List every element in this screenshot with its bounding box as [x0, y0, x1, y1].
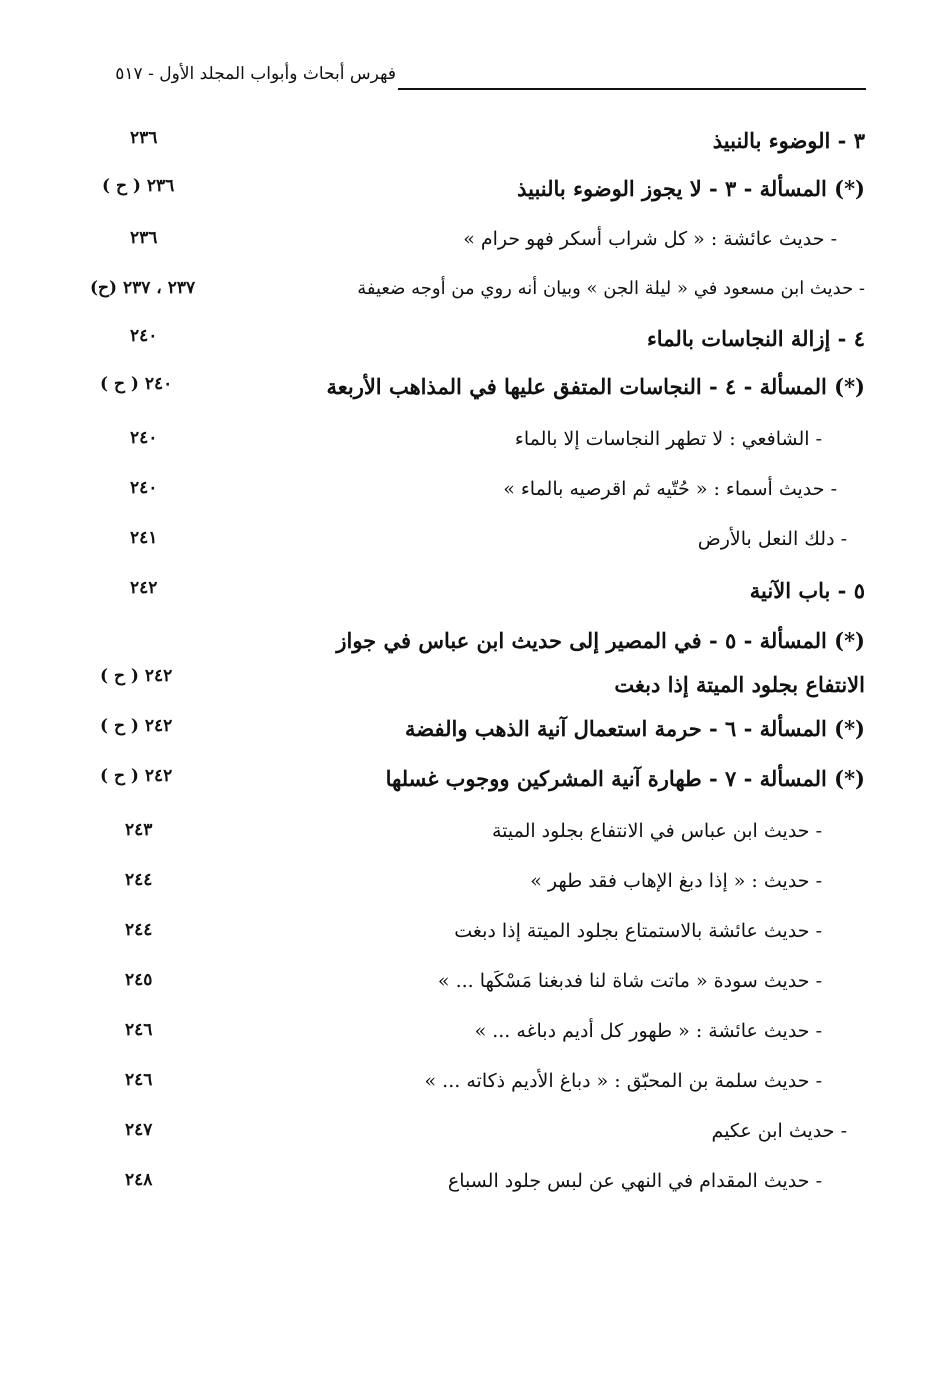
entry-page: ٢٤٢ ( ح ) [100, 666, 173, 686]
page-header [100, 62, 866, 90]
entry-page: ٢٤٠ [130, 428, 158, 448]
entry-title: - حديث ابن مسعود في « ليلة الجن » وبيان أنه روي من أوجه ضعيفة [357, 278, 865, 299]
entry-title: (*) المسألة - ٤ - النجاسات المتفق عليها في المذاهب الأربعة [326, 374, 865, 399]
entry-page: ٢٤٨ [125, 1170, 153, 1190]
entry-page: ٢٤٢ [130, 578, 158, 598]
entry-page: ٢٤٠ [130, 478, 158, 498]
entry-page: ٢٤٢ ( ح ) [100, 716, 173, 736]
entry-page: ٢٤٤ [125, 870, 153, 890]
entry-title: - حديث ابن عكيم [711, 1120, 847, 1142]
entry-title: - حديث عائشة : « طهور كل أديم دباغه ... » [474, 1020, 822, 1042]
entry-page: ٢٤٦ [125, 1070, 153, 1090]
entry-title: - حديث سودة « ماتت شاة لنا فدبغنا مَسْكَها ... » [437, 970, 822, 992]
entry-page: ٢٤٤ [125, 920, 153, 940]
entry-title: - حديث عائشة بالاستمتاع بجلود الميتة إذا دبغت [454, 920, 822, 942]
entry-page: ٢٤٧ [125, 1120, 153, 1140]
entry-title: - حديث عائشة : « كل شراب أسكر فهو حرام » [463, 228, 837, 250]
entry-title-continued: الانتفاع بجلود الميتة إذا دبغت [614, 672, 865, 697]
entry-page: ٢٣٦ ( ح ) [102, 176, 175, 196]
entry-page: ٢٣٦ [130, 128, 158, 148]
entry-title: (*) المسألة - ٦ - حرمة استعمال آنية الذهب والفضة [405, 716, 865, 741]
entry-title: - حديث المقدام في النهي عن لبس جلود السباع [447, 1170, 822, 1192]
entry-page: ٢٤٢ ( ح ) [100, 766, 173, 786]
entry-title: - الشافعي : لا تطهر النجاسات إلا بالماء [514, 428, 822, 450]
entry-page: ٢٤٠ ( ح ) [100, 374, 173, 394]
entry-title: - حديث أسماء : « حُتّيه ثم اقرصيه بالماء » [503, 478, 837, 500]
entry-title: - دلك النعل بالأرض [697, 528, 847, 550]
entry-title: (*) المسألة - ٣ - لا يجوز الوضوء بالنبيذ [517, 176, 865, 201]
entry-page: ٢٣٧ ، ٢٣٧ (ح) [90, 278, 196, 298]
entry-page: ٢٤٥ [125, 970, 153, 990]
entry-title: - حديث سلمة بن المحبّق : « دباغ الأديم ذكاته ... » [424, 1070, 822, 1092]
header-rule [398, 88, 866, 90]
entry-page: ٢٤١ [130, 528, 158, 548]
entry-page: ٢٤٦ [125, 1020, 153, 1040]
entry-title: ٣ - الوضوء بالنبيذ [712, 128, 865, 153]
entry-title: - حديث : « إذا دبغ الإهاب فقد طهر » [530, 870, 822, 892]
entry-page: ٢٤٠ [130, 326, 158, 346]
entry-title: - حديث ابن عباس في الانتفاع بجلود الميتة [491, 820, 822, 842]
entry-page: ٢٤٣ [125, 820, 153, 840]
entry-title: (*) المسألة - ٥ - في المصير إلى حديث ابن عباس في جواز [336, 628, 865, 653]
entry-title: (*) المسألة - ٧ - طهارة آنية المشركين ووجوب غسلها [385, 766, 865, 791]
running-header-title: فهرس أبحاث وأبواب المجلد الأول - ٥١٧ [115, 64, 396, 84]
entry-title: ٥ - باب الآنية [749, 578, 865, 603]
entry-title: ٤ - إزالة النجاسات بالماء [646, 326, 865, 351]
entry-page: ٢٣٦ [130, 228, 158, 248]
